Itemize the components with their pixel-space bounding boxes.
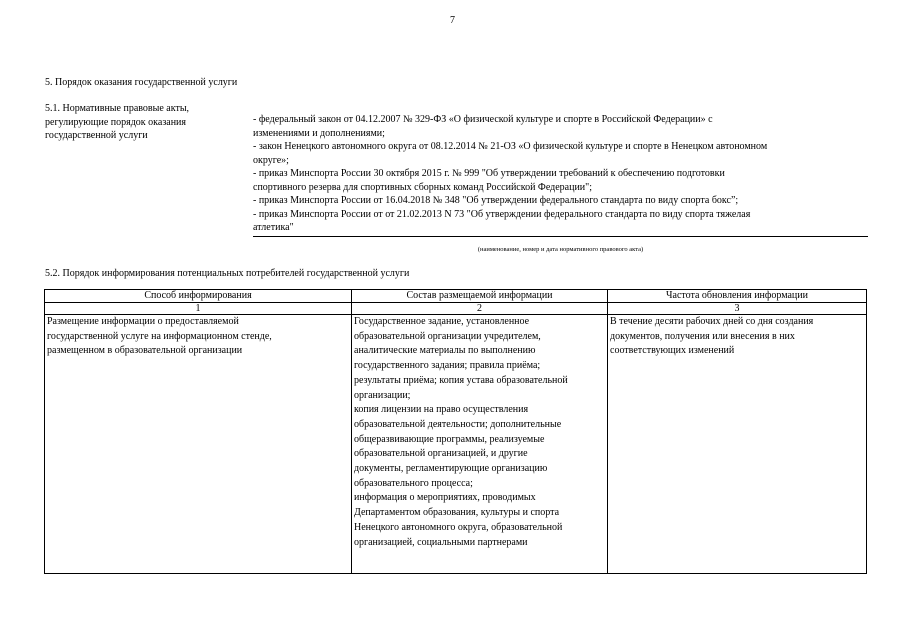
legal-act-line: - приказ Минспорта России от 16.04.2018 № 348 "Об утверждении федерального стандарта по виду спорта боксˮ; [253, 195, 739, 206]
legal-act-line: - приказ Минспорта России от от 21.02.2013 N 73 "Об утверждении федерального стандарта по виду спорта тяжелая [253, 208, 751, 220]
cell-line: документы, регламентирующие организацию [354, 463, 548, 475]
cell-line: Департаментом образования, культуры и спорта [354, 507, 560, 519]
cell-line: документов, получения или внесения в них [610, 330, 795, 342]
column-number: 3 [608, 303, 867, 315]
cell-line: копия лицензии на право осуществления [354, 404, 529, 416]
column-header: Частота обновления информации [608, 290, 867, 303]
table-cell-method [45, 315, 352, 574]
legal-act-line: атлетика" [253, 222, 294, 233]
cell-line: Размещение информации о предоставляемой [47, 316, 239, 327]
legal-acts-caption: (наименование, номер и дата нормативного правового акта) [477, 246, 644, 253]
cell-line: размещенном в образовательной организации [47, 345, 243, 357]
column-header: Состав размещаемой информации [352, 290, 608, 303]
section-5-1-label [45, 102, 245, 143]
label-line: государственной услуги [45, 130, 148, 141]
cell-line: результаты приёма; копия устава образовательной [354, 374, 568, 386]
legal-act-line: - приказ Минспорта России 30 октября 2015 г. № 999 "Об утверждении требований к обеспечению подготовки [253, 168, 725, 179]
section-5-title: 5. Порядок оказания государственной услуги [45, 77, 238, 88]
column-number: 1 [45, 303, 352, 315]
legal-act-line: - закон Ненецкого автономного округа от 08.12.2014 № 21-ОЗ «О физической культуре и спорте в Ненецком автономном [253, 141, 768, 152]
cell-line: образовательной организацией, и другие [354, 448, 528, 460]
cell-line: общеразвивающие программы, реализуемые [354, 433, 545, 445]
legal-acts-list [253, 113, 868, 237]
column-number: 2 [352, 303, 608, 315]
cell-line: образовательной деятельности; дополнительные [354, 418, 562, 430]
cell-line: образовательного процесса; [354, 477, 473, 489]
table-row [45, 315, 867, 574]
label-line: 5.1. Нормативные правовые акты, [45, 103, 190, 114]
page-number: 7 [450, 15, 455, 26]
cell-line: В течение десяти рабочих дней со дня создания [610, 316, 814, 327]
table-cell-content [352, 315, 608, 574]
information-table [44, 289, 867, 574]
cell-line: образовательной организации учредителем, [354, 330, 541, 342]
label-line: регулирующие порядок оказания [45, 116, 187, 128]
cell-line: аналитические материалы по выполнению [354, 345, 536, 357]
cell-line: государственного задания; правила приёма; [354, 360, 541, 372]
cell-line: соответствующих изменений [610, 345, 735, 357]
table-number-row [45, 303, 867, 315]
table-header-row [45, 290, 867, 303]
cell-line: информация о мероприятиях, проводимых [354, 492, 536, 504]
cell-line: организацией, социальными партнерами [354, 536, 528, 548]
column-header: Способ информирования [45, 290, 352, 303]
table-cell-frequency [608, 315, 867, 574]
legal-act-line: - федеральный закон от 04.12.2007 № 329-ФЗ «О физической культуре и спорте в Российской Федерации» с [253, 114, 713, 125]
legal-act-line: изменениями и дополнениями; [253, 127, 385, 139]
cell-line: организации; [354, 389, 411, 401]
cell-line: Государственное задание, установленное [354, 316, 530, 327]
section-5-2-title: 5.2. Порядок информирования потенциальных потребителей государственной услуги [45, 268, 410, 279]
cell-line: Ненецкого автономного округа, образовательной [354, 521, 563, 533]
cell-line: государственной услуге на информационном стенде, [47, 330, 272, 342]
legal-act-line: округе»; [253, 154, 289, 166]
legal-act-line: спортивного резерва для спортивных сборных команд Российской Федерации"; [253, 181, 593, 193]
